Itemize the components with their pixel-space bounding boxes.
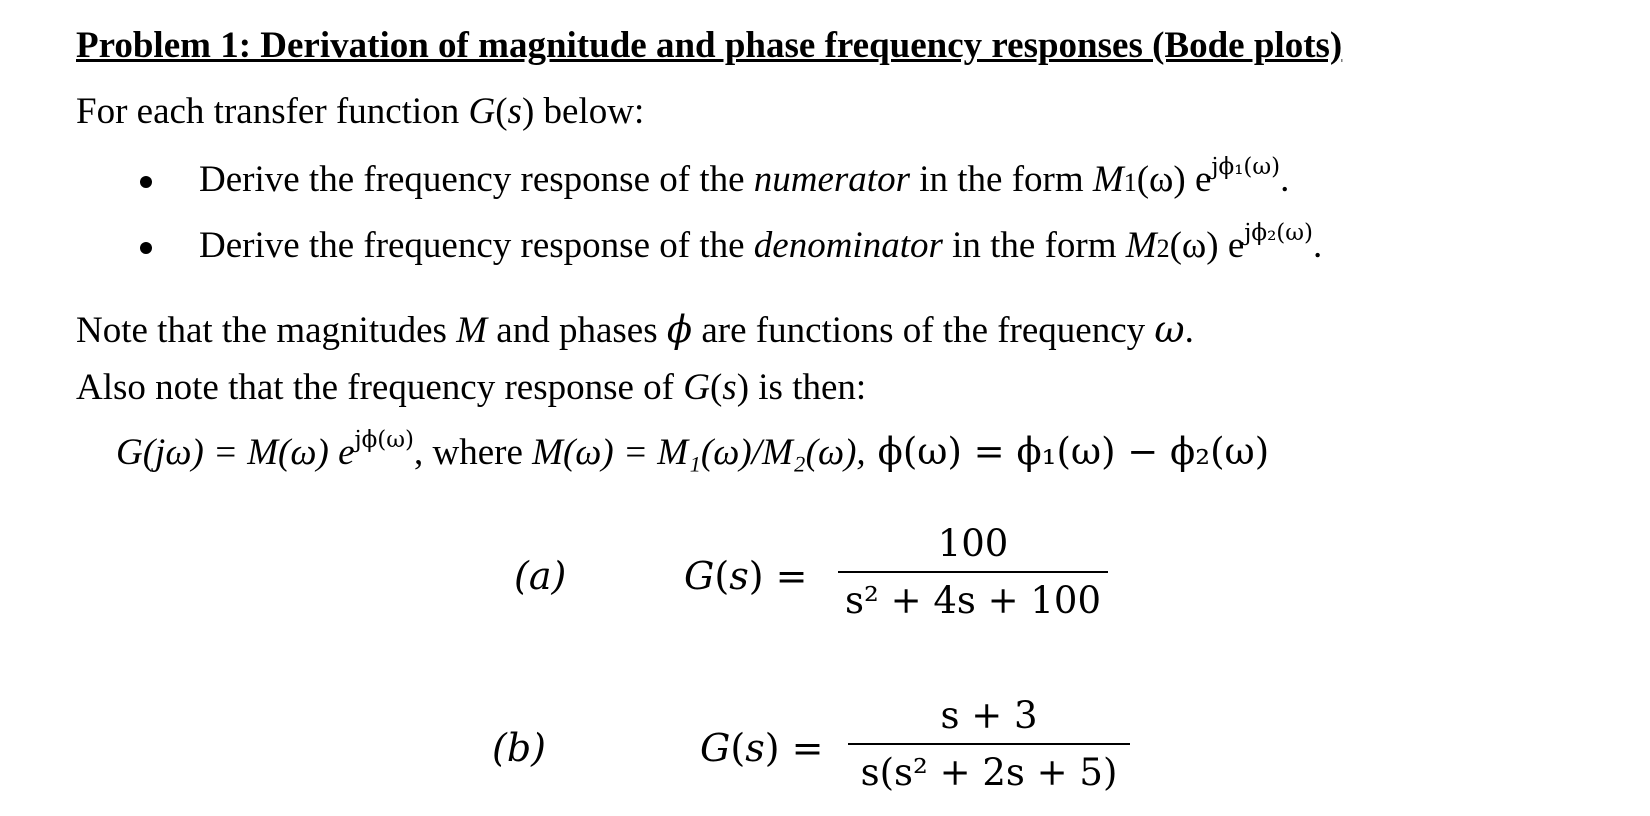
- bullet-1-emph: numerator: [753, 159, 910, 200]
- equation-a-label: (a): [514, 554, 567, 598]
- equation-a-denominator: s² + 4s + 100: [844, 579, 1102, 622]
- equation-a-fraction-bar: [838, 571, 1108, 573]
- bullet-dot-2: [140, 242, 152, 254]
- equation-b-denominator: s(s² + 2s + 5): [860, 751, 1118, 794]
- relation-mdef: M(ω) = M₁(ω)/M₂(ω),: [532, 432, 866, 473]
- relation-phidef: ϕ(ω) = ϕ₁(ω) − ϕ₂(ω): [877, 430, 1270, 473]
- note2-a: Also note that the frequency response of: [76, 367, 684, 408]
- bullet-2-middle: in the form: [942, 225, 1126, 266]
- note1-d: .: [1184, 310, 1194, 351]
- equation-a-lhs: G(s) =: [684, 554, 808, 598]
- bullet-1-mag-sub: 1: [1123, 168, 1137, 197]
- bullet-2-prefix: Derive the frequency response of the: [199, 225, 754, 266]
- relation-equation: [116, 426, 1270, 474]
- bullet-2-end: .: [1313, 225, 1323, 266]
- note1-omega: ω: [1154, 308, 1185, 351]
- equation-b-lhs: G(s) =: [700, 726, 824, 770]
- relation-lhs: G(jω) = M(ω) e: [116, 432, 355, 473]
- relation-exp: jϕ(ω): [354, 426, 415, 453]
- intro-fn: G: [468, 91, 496, 132]
- note2-fn-arg: (s): [709, 367, 750, 408]
- note2-b: is then:: [749, 367, 867, 408]
- bullet-2-exp: jϕ₂(ω): [1244, 219, 1314, 246]
- bullet-2-mag-arg: (ω) e: [1169, 225, 1245, 266]
- bullet-1-end: .: [1280, 159, 1290, 200]
- note-magnitudes: [76, 308, 1194, 352]
- bullet-1-prefix: Derive the frequency response of the: [199, 159, 754, 200]
- equation-b-numerator: s + 3: [940, 694, 1038, 737]
- bullet-2-emph: denominator: [753, 225, 943, 266]
- note1-phi: ϕ: [666, 308, 693, 351]
- intro-prefix: For each transfer function: [76, 91, 469, 132]
- equation-b-label: (b): [492, 726, 546, 770]
- bullet-1-mag-arg: (ω) e: [1136, 159, 1212, 200]
- note1-b: and phases: [487, 310, 667, 351]
- intro-fn-arg: (s): [495, 91, 535, 132]
- bullet-1-exp: jϕ₁(ω): [1211, 153, 1281, 180]
- equation-b-fraction: [848, 694, 1130, 794]
- problem-title: Problem 1: Derivation of magnitude and phase frequency responses (Bode plots): [76, 25, 1343, 66]
- equation-a-fraction: [838, 522, 1108, 622]
- equation-b-fraction-bar: [848, 743, 1130, 745]
- relation-where: , where: [414, 432, 533, 473]
- note1-c: are functions of the frequency: [692, 310, 1155, 351]
- note1-M: M: [456, 310, 488, 351]
- bullet-2-mag-sub: 2: [1156, 234, 1170, 263]
- bullet-2-mag: M: [1125, 225, 1157, 266]
- bullet-1-mag: M: [1092, 159, 1124, 200]
- bullet-dot-1: [140, 176, 152, 188]
- bullet-1-middle: in the form: [910, 159, 1093, 200]
- equation-a-numerator: 100: [937, 522, 1009, 565]
- bullet-item-2: [199, 219, 1323, 267]
- bullet-item-1: [199, 153, 1290, 201]
- note-frequency-response: [76, 366, 866, 409]
- intro-suffix: below:: [534, 91, 645, 132]
- note2-fn: G: [683, 367, 710, 408]
- intro-line: [76, 90, 644, 133]
- note1-a: Note that the magnitudes: [76, 310, 457, 351]
